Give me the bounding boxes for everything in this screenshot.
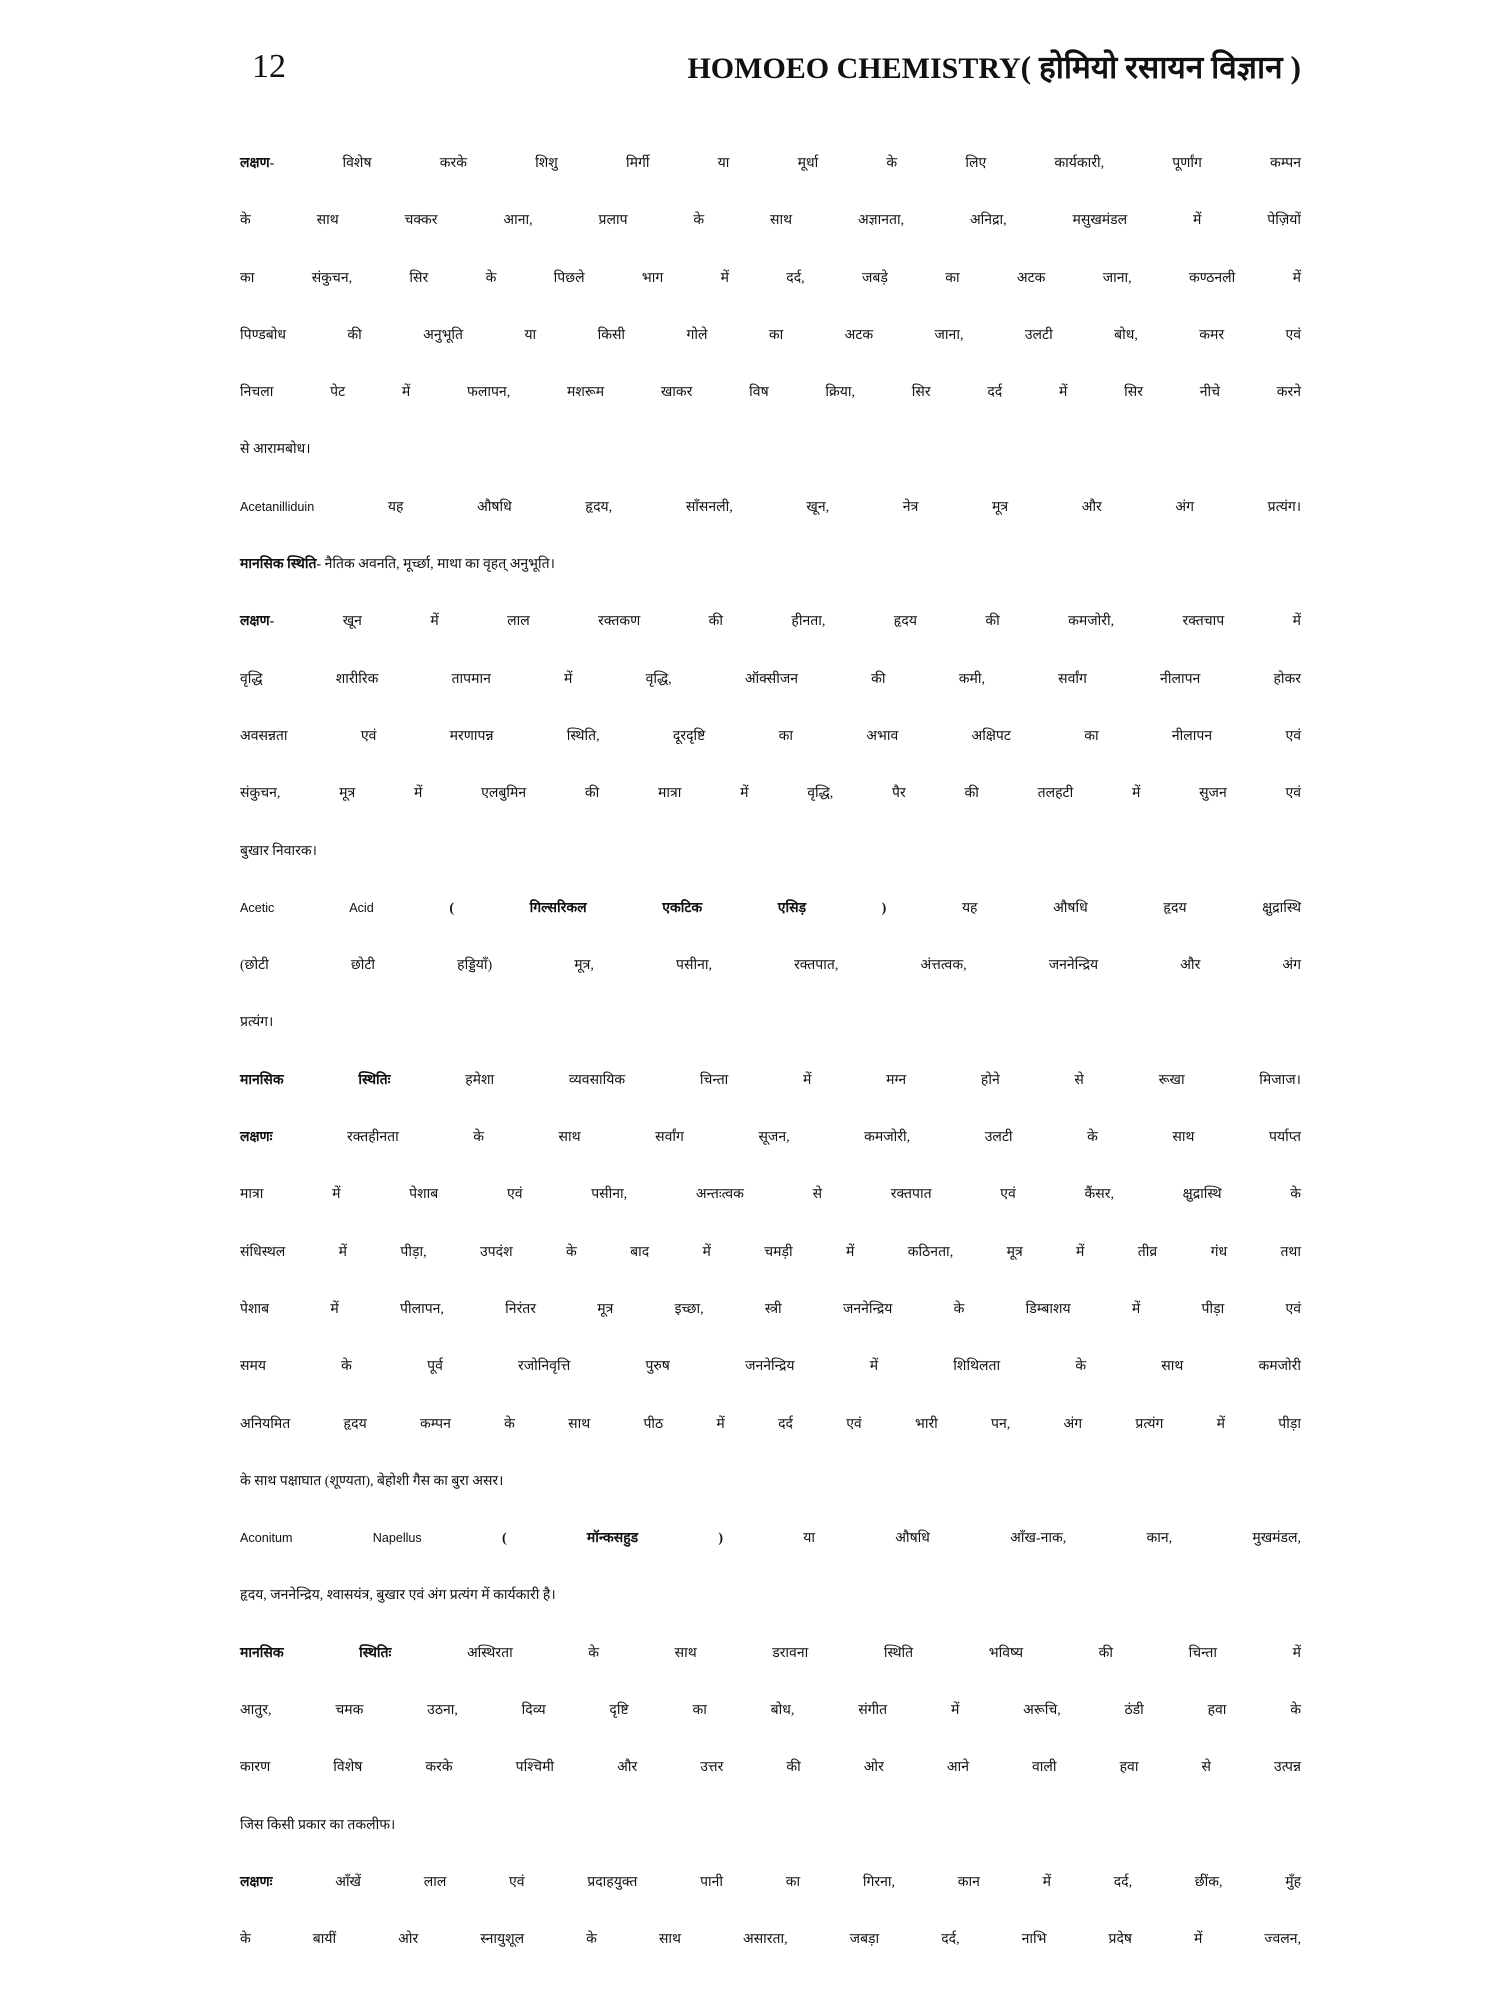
text-line xyxy=(240,1510,1301,1567)
line-text: आँखें लाल एवं प्रदाहयुक्त पानी का गिरना, कान में दर्द, छींक, मुँह xyxy=(335,1874,1302,1890)
text-line xyxy=(240,994,1301,1051)
section-label: मानसिक स्थितिः xyxy=(240,1072,391,1088)
line-text: वृद्धि शारीरिक तापमान में वृद्धि, ऑक्सीजन की कमी, सर्वांग नीलापन होकर xyxy=(240,671,1301,687)
text-line xyxy=(240,651,1301,708)
text-line xyxy=(240,364,1301,421)
remedy-alias: ( गिल्सरिकल एकटिक एसिड़ ) xyxy=(449,900,887,916)
text-line xyxy=(240,593,1301,650)
line-text: बुखार निवारक। xyxy=(240,843,317,859)
line-text: विशेष करके शिशु मिर्गी या मूर्धा के लिए कार्यकारी, पूर्णांग कम्पन xyxy=(342,156,1302,171)
line-text: हृदय, जननेन्द्रिय, श्वासयंत्र, बुखार एवं अंग प्रत्यंग में कार्यकारी है। xyxy=(240,1588,556,1604)
line-text: समय के पूर्व रजोनिवृत्ति पुरुष जननेन्द्रिय में शिथिलता के साथ कमजोरी xyxy=(240,1359,1301,1375)
section-label: लक्षण- xyxy=(240,156,275,171)
remedy-name: Acetic Acid xyxy=(240,900,374,915)
line-text: आतुर, चमक उठना, दिव्य दृष्टि का बोध, संगीत में अरूचि, ठंडी हवा के xyxy=(240,1703,1301,1719)
line-text: पिण्डबोध की अनुभूति या किसी गोले का अटक जाना, उलटी बोध, कमर एवं xyxy=(240,327,1301,343)
line-text: संधिस्थल में पीड़ा, उपदंश के बाद में चमड़ी में कठिनता, मूत्र में तीव्र गंध तथा xyxy=(240,1244,1301,1260)
text-line xyxy=(240,1682,1301,1739)
text-line xyxy=(240,823,1301,880)
text-line xyxy=(240,479,1301,536)
text-line xyxy=(240,1338,1301,1395)
line-text: मात्रा में पेशाब एवं पसीना, अन्तःत्वक से रक्तपात एवं कैंसर, क्षुद्रास्थि के xyxy=(240,1187,1301,1203)
line-text: पेशाब में पीलापन, निरंतर मूत्र इच्छा, स्त्री जननेन्द्रिय के डिम्बाशय में पीड़ा एवं xyxy=(240,1301,1301,1317)
text-line xyxy=(240,536,1301,593)
running-header-hindi: ( होमियो रसायन विज्ञान ) xyxy=(1020,50,1301,85)
text-line xyxy=(240,880,1301,937)
line-text: संकुचन, मूत्र में एलबुमिन की मात्रा में वृद्धि, पैर की तलहटी में सुजन एवं xyxy=(240,786,1301,802)
remedy-name: Acetanilliduin xyxy=(240,499,315,514)
text-line xyxy=(240,307,1301,364)
page-number: 12 xyxy=(252,48,286,85)
text-line xyxy=(240,708,1301,765)
line-text: यह औषधि हृदय, साँसनली, खून, नेत्र मूत्र और अंग प्रत्यंग। xyxy=(387,499,1302,515)
text-line xyxy=(240,937,1301,994)
line-text: के बायीं ओर स्नायुशूल के साथ असारता, जबड़ा दर्द, नाभि प्रदेष में ज्वलन, xyxy=(240,1932,1301,1948)
text-line xyxy=(240,1281,1301,1338)
section-label: लक्षणः xyxy=(240,1130,273,1146)
page-body xyxy=(240,135,1301,1969)
line-text: जिस किसी प्रकार का तकलीफ। xyxy=(240,1817,396,1833)
line-text: अस्थिरता के साथ डरावना स्थिति भविष्य की चिन्ता में xyxy=(466,1645,1301,1661)
line-text: खून में लाल रक्तकण की हीनता, हृदय की कमजोरी, रक्तचाप में xyxy=(342,614,1301,630)
text-line xyxy=(240,1911,1301,1968)
text-line xyxy=(240,1797,1301,1854)
text-line xyxy=(240,250,1301,307)
running-header-english: HOMOEO CHEMISTRY xyxy=(687,52,1021,85)
text-line xyxy=(240,1052,1301,1109)
line-text: से आरामबोध। xyxy=(240,442,311,458)
remedy-alias: ( मॉन्कसहुड ) xyxy=(501,1531,724,1547)
line-text: हमेशा व्यवसायिक चिन्ता में मग्न होने से रूखा मिजाज। xyxy=(465,1072,1301,1088)
line-text: कारण विशेष करके पश्चिमी और उत्तर की ओर आने वाली हवा से उत्पन्न xyxy=(240,1760,1301,1776)
text-line xyxy=(240,1224,1301,1281)
line-text: निचला पेट में फलापन, मशरूम खाकर विष क्रिया, सिर दर्द में सिर नीचे करने xyxy=(240,385,1301,401)
running-header xyxy=(687,48,1301,89)
line-text: का संकुचन, सिर के पिछले भाग में दर्द, जबड़े का अटक जाना, कण्ठनली में xyxy=(240,270,1301,286)
text-line xyxy=(240,1739,1301,1796)
section-label: लक्षणः xyxy=(240,1874,273,1890)
remedy-name: Aconitum Napellus xyxy=(240,1531,422,1546)
line-text: या औषधि आँख-नाक, कान, मुखमंडल, xyxy=(803,1531,1302,1547)
text-line xyxy=(240,135,1301,192)
section-label: लक्षण- xyxy=(240,614,275,630)
text-line xyxy=(240,1567,1301,1624)
line-text: रक्तहीनता के साथ सर्वांग सूजन, कमजोरी, उलटी के साथ पर्याप्त xyxy=(347,1130,1301,1146)
text-line xyxy=(240,1166,1301,1223)
section-label: मानसिक स्थिति- xyxy=(240,557,322,573)
line-text: के साथ पक्षाघात (शूण्यता), बेहोशी गैस का बुरा असर। xyxy=(240,1473,504,1489)
line-text: अनियमित हृदय कम्पन के साथ पीठ में दर्द एवं भारी पन, अंग प्रत्यंग में पीड़ा xyxy=(240,1416,1301,1432)
text-line xyxy=(240,1453,1301,1510)
text-line xyxy=(240,1854,1301,1911)
text-line xyxy=(240,421,1301,478)
line-text: (छोटी छोटी हड्डियाँ) मूत्र, पसीना, रक्तपात, अंत्तत्वक, जननेन्द्रिय और अंग xyxy=(240,958,1301,974)
section-label: मानसिक स्थितिः xyxy=(240,1645,392,1661)
text-line xyxy=(240,1625,1301,1682)
text-line xyxy=(240,765,1301,822)
line-text: नैतिक अवनति, मूर्च्छा, माथा का वृहत् अनुभूति। xyxy=(324,557,555,573)
text-line xyxy=(240,192,1301,249)
text-line xyxy=(240,1109,1301,1166)
line-text: यह औषधि हृदय क्षुद्रास्थि xyxy=(961,900,1302,916)
text-line xyxy=(240,1396,1301,1453)
line-text: के साथ चक्कर आना, प्रलाप के साथ अज्ञानता, अनिद्रा, मसुखमंडल में पेज़ियों xyxy=(240,213,1301,229)
line-text: प्रत्यंग। xyxy=(240,1015,274,1031)
line-text: अवसन्नता एवं मरणापन्न स्थिति, दूरदृष्टि का अभाव अक्षिपट का नीलापन एवं xyxy=(240,728,1301,744)
